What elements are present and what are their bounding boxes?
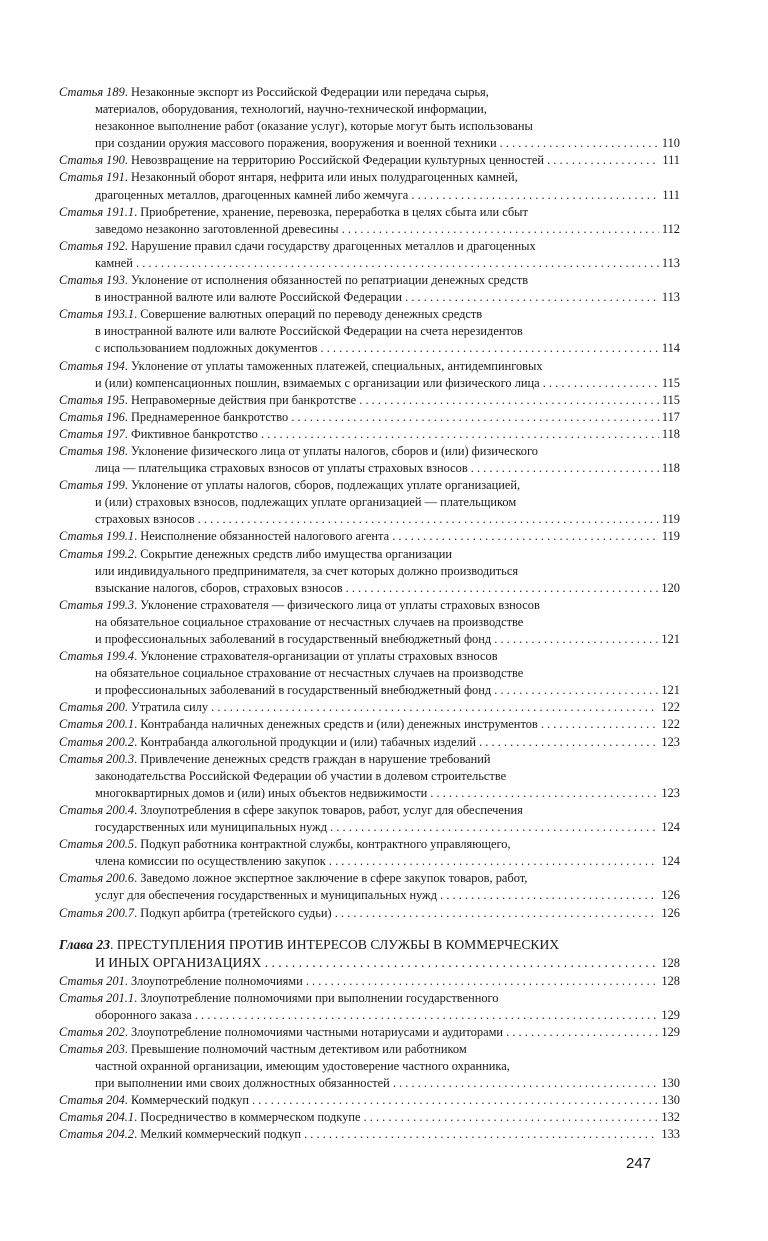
- table-of-contents: [59, 84, 680, 1144]
- entry-title-text: при выполнении ими своих должностных обязанностей . . .: [95, 1076, 680, 1090]
- article-label: Статья 196: [59, 409, 125, 424]
- entry-title-text: Злоупотребление полномочиями частными нотариусами и аудиторами . . .: [131, 1025, 680, 1039]
- toc-line: [59, 614, 680, 631]
- entry-title-text: и (или) компенсационных пошлин, взимаемых с организации или физического лица . . .: [95, 376, 680, 390]
- entry-title-text: Посредничество в коммерческом подкупе . . .: [140, 1110, 680, 1124]
- page-ref: 110: [659, 135, 680, 152]
- page-ref: 115: [659, 392, 680, 409]
- chapter-label: Глава 23: [59, 936, 111, 952]
- page-ref: 128: [658, 954, 680, 973]
- article-label: Статья 189: [59, 85, 125, 99]
- page-ref: 118: [659, 426, 680, 443]
- article-label: Статья 200.6: [59, 871, 135, 886]
- toc-entry[interactable]: [59, 973, 680, 990]
- entry-title-text: незаконное выполнение работ (оказание услуг), которые могут быть использованы: [95, 119, 533, 134]
- entry-title-text: Превышение полномочий частным детективом или работником: [130, 1041, 467, 1056]
- article-label: Статья 202: [59, 1024, 125, 1039]
- toc-line: [59, 1075, 680, 1092]
- toc-entry[interactable]: [59, 272, 680, 306]
- entry-title-text: Уклонение физического лица от уплаты налогов, сборов и (или) физического: [130, 443, 538, 458]
- toc-line: Статья 195. Неправомерные действия при банкротстве . . . 115: [59, 392, 680, 409]
- toc-entry[interactable]: [59, 1041, 680, 1092]
- toc-line: [59, 580, 680, 597]
- toc-line: Статья 200.3. Привлечение денежных средств граждан в нарушение требований: [59, 751, 491, 766]
- toc-entry[interactable]: [59, 716, 680, 733]
- article-label: Статья 191.1: [59, 204, 135, 219]
- toc-entry[interactable]: [59, 204, 680, 238]
- article-label: Статья 199: [59, 478, 125, 493]
- article-label: Статья 190: [59, 153, 125, 168]
- article-label: Статья 199.2: [59, 546, 135, 561]
- page-ref: 120: [658, 580, 680, 597]
- toc-line: Статья 204.1. Посредничество в коммерческом подкупе . . . 132: [59, 1109, 680, 1126]
- article-label: Статья 192: [59, 238, 125, 253]
- entry-title-text: Уклонение страхователя-организации от уплаты страховых взносов: [140, 649, 498, 664]
- entry-title-text: лица — плательщика страховых взносов от уплаты страховых взносов . . .: [95, 461, 680, 475]
- article-label: Статья 193: [59, 273, 125, 288]
- toc-line: Статья 194. Уклонение от уплаты таможенных платежей, специальных, антидемпинговых: [59, 358, 543, 373]
- toc-line: [59, 665, 680, 682]
- toc-entry[interactable]: [59, 392, 680, 409]
- toc-line: Статья 200.1. Контрабанда наличных денежных средств и (или) денежных инструментов . . . 122: [59, 716, 680, 733]
- toc-line: [59, 340, 680, 357]
- toc-line: Статья 200.5. Подкуп работника контрактной службы, контрактного управляющего,: [59, 837, 511, 852]
- entry-title-text: частной охранной организации, имеющим удостоверение частного охранника,: [95, 1059, 510, 1074]
- entry-title-text: Незаконные экспорт из Российской Федерации или передача сырья,: [130, 85, 489, 99]
- toc-line: Статья 199.2. Сокрытие денежных средств либо имущества организации: [59, 546, 452, 561]
- article-label: Статья 201.1: [59, 990, 135, 1005]
- toc-line: Статья 201. Злоупотребление полномочиями . . . 128: [59, 973, 680, 990]
- toc-line: [59, 101, 680, 118]
- page-ref: 123: [658, 785, 680, 802]
- entry-title-text: Заведомо ложное экспертное заключение в сфере закупок товаров, работ,: [140, 871, 528, 886]
- page-ref: 112: [659, 221, 680, 238]
- toc-line: Статья 193.1. Совершение валютных операций по переводу денежных средств: [59, 307, 483, 322]
- article-label: Статья 203: [59, 1041, 125, 1056]
- toc-line: [59, 511, 680, 528]
- page-ref: 114: [659, 340, 680, 357]
- toc-line: [59, 887, 680, 904]
- toc-line: Статья 200.7. Подкуп арбитра (третейского судьи) . . . 126: [59, 905, 680, 922]
- page-ref: 119: [659, 528, 680, 545]
- entry-title-text: заведомо незаконно заготовленной древесины . . .: [95, 222, 680, 236]
- page-ref: 122: [658, 716, 680, 733]
- toc-entry[interactable]: [59, 409, 680, 426]
- page-ref: 121: [658, 631, 680, 648]
- toc-line: Статья 190. Невозвращение на территорию Российской Федерации культурных ценностей . . . 111: [59, 152, 680, 169]
- toc-entry[interactable]: [59, 306, 680, 357]
- page-ref: 117: [659, 409, 680, 426]
- toc-line: [59, 375, 680, 392]
- page-ref: 113: [659, 289, 680, 306]
- article-label: Статья 204.1: [59, 1110, 135, 1125]
- entry-title-text: Уклонение от уплаты налогов, сборов, подлежащих уплате организацией,: [130, 478, 521, 493]
- article-label: Статья 198: [59, 443, 125, 458]
- entry-title-text: Подкуп работника контрактной службы, контрактного управляющего,: [140, 837, 511, 852]
- page-ref: 122: [658, 699, 680, 716]
- page-ref: 123: [658, 734, 680, 751]
- entry-title-text: Подкуп арбитра (третейского судьи) . . .: [140, 906, 680, 920]
- toc-line: Статья 192. Нарушение правил сдачи государству драгоценных металлов и драгоценных: [59, 238, 536, 253]
- toc-entry[interactable]: [59, 426, 680, 443]
- entry-title-text: материалов, оборудования, технологий, научно-технической информации,: [95, 102, 487, 117]
- page-ref: 115: [659, 375, 680, 392]
- toc-entry[interactable]: [59, 238, 680, 272]
- page-ref: 129: [658, 1024, 680, 1041]
- entry-title-text: услуг для обеспечения государственных и муниципальных нужд . . .: [95, 888, 680, 902]
- toc-entry[interactable]: [59, 836, 680, 870]
- toc-line: Статья 202. Злоупотребление полномочиями частными нотариусами и аудиторами . . . 129: [59, 1024, 680, 1041]
- page-ref: 121: [658, 682, 680, 699]
- page-number: 247: [626, 1155, 652, 1172]
- article-label: Статья 194: [59, 358, 125, 373]
- entry-title-text: Сокрытие денежных средств либо имущества организации: [140, 546, 452, 561]
- toc-line: Статья 200. Утратила силу . . . 122: [59, 699, 680, 716]
- entry-title-text: Преднамеренное банкротство . . .: [131, 410, 680, 424]
- page-ref: 126: [658, 887, 680, 904]
- toc-entry[interactable]: [59, 1126, 680, 1143]
- entry-title-text: Контрабанда наличных денежных средств и (или) денежных инструментов . . .: [140, 717, 680, 731]
- entry-title-text: Уклонение от исполнения обязанностей по репатриации денежных средств: [130, 273, 529, 288]
- toc-line: Глава 23. ПРЕСТУПЛЕНИЯ ПРОТИВ ИНТЕРЕСОВ СЛУЖБЫ В КОММЕРЧЕСКИХ: [59, 936, 560, 952]
- article-label: Статья 199.1: [59, 529, 135, 544]
- entry-title-text: и профессиональных заболеваний в государственный внебюджетный фонд . . .: [95, 683, 680, 697]
- page-ref: 118: [659, 460, 680, 477]
- toc-line: [59, 494, 680, 511]
- entry-title-text: Привлечение денежных средств граждан в нарушение требований: [140, 751, 491, 766]
- article-label: Статья 197: [59, 426, 125, 441]
- article-label: Статья 204: [59, 1093, 125, 1108]
- toc-line: [59, 1007, 680, 1024]
- page-ref: 132: [658, 1109, 680, 1126]
- article-label: Статья 191: [59, 170, 125, 185]
- toc-line: Статья 200.4. Злоупотребления в сфере закупок товаров, работ, услуг для обеспечения: [59, 802, 523, 817]
- toc-line: Статья 203. Превышение полномочий частным детективом или работником: [59, 1041, 467, 1056]
- toc-line: [59, 954, 680, 973]
- page-ref: 113: [659, 255, 680, 272]
- toc-entry[interactable]: [59, 751, 680, 802]
- toc-entry[interactable]: [59, 734, 680, 751]
- entry-title-text: Незаконный оборот янтаря, нефрита или иных полудрагоценных камней,: [130, 170, 518, 185]
- toc-line: [59, 682, 680, 699]
- page-ref: 119: [659, 511, 680, 528]
- entry-title-text: члена комиссии по осуществлению закупок . . .: [95, 854, 680, 868]
- entry-title-text: Фиктивное банкротство . . .: [131, 427, 680, 441]
- toc-line: Статья 199. Уклонение от уплаты налогов, сборов, подлежащих уплате организацией,: [59, 478, 521, 493]
- toc-entry[interactable]: [59, 990, 680, 1024]
- page-ref: 130: [658, 1092, 680, 1109]
- entry-title-text: драгоценных металлов, драгоценных камней либо жемчуга . . .: [95, 188, 680, 202]
- entry-title-text: и (или) страховых взносов, подлежащих уплате организацией — плательщиком: [95, 495, 517, 510]
- article-label: Статья 200.1: [59, 717, 135, 732]
- toc-line: [59, 853, 680, 870]
- toc-line: [59, 785, 680, 802]
- page-ref: 111: [659, 187, 680, 204]
- entry-title-text: при создании оружия массового поражения, вооружения и военной техники . . .: [95, 136, 680, 150]
- page-ref: 129: [658, 1007, 680, 1024]
- entry-title-text: Злоупотребление полномочиями . . .: [131, 974, 680, 988]
- article-label: Статья 204.2: [59, 1127, 135, 1142]
- toc-line: [59, 255, 680, 272]
- entry-title-text: Неправомерные действия при банкротстве . . .: [131, 393, 680, 407]
- entry-title-text: камней . . .: [95, 256, 680, 270]
- entry-title-text: законодательства Российской Федерации об участии в долевом строительстве: [95, 768, 507, 783]
- entry-title-text: Утратила силу . . .: [131, 700, 680, 714]
- toc-line: Статья 197. Фиктивное банкротство . . . 118: [59, 426, 680, 443]
- page-ref: 133: [658, 1126, 680, 1143]
- toc-entry[interactable]: [59, 84, 680, 152]
- toc-line: [59, 768, 680, 785]
- article-label: Статья 200.3: [59, 751, 135, 766]
- toc-line: [59, 323, 680, 340]
- entry-title-text: Неисполнение обязанностей налогового агента . . .: [140, 529, 680, 543]
- toc-line: [59, 819, 680, 836]
- toc-line: Статья 191.1. Приобретение, хранение, перевозка, переработка в целях сбыта или сбыт: [59, 204, 528, 219]
- entry-title-text: Мелкий коммерческий подкуп . . .: [140, 1127, 680, 1141]
- article-label: Статья 200.7: [59, 905, 135, 920]
- toc-entry[interactable]: [59, 1109, 680, 1126]
- article-label: Статья 199.4: [59, 649, 135, 664]
- toc-line: Статья 200.2. Контрабанда алкогольной продукции и (или) табачных изделий . . . 123: [59, 734, 680, 751]
- entry-title-text: с использованием подложных документов . . .: [95, 341, 680, 355]
- toc-entry[interactable]: [59, 1024, 680, 1041]
- entry-title-text: взыскание налогов, сборов, страховых взносов . . .: [95, 581, 680, 595]
- article-label: Статья 199.3: [59, 597, 135, 612]
- toc-line: Статья 193. Уклонение от исполнения обязанностей по репатриации денежных средств: [59, 273, 529, 288]
- toc-entry[interactable]: [59, 597, 680, 648]
- toc-line: Статья 204.2. Мелкий коммерческий подкуп . . . 133: [59, 1126, 680, 1143]
- toc-line: Статья 191. Незаконный оборот янтаря, нефрита или иных полудрагоценных камней,: [59, 170, 518, 185]
- entry-title-text: Злоупотребления в сфере закупок товаров, работ, услуг для обеспечения: [140, 802, 523, 817]
- toc-entry[interactable]: [59, 477, 680, 528]
- toc-entry[interactable]: [59, 152, 680, 169]
- entry-title-text: страховых взносов . . .: [95, 512, 680, 526]
- entry-title-text: Уклонение страхователя — физического лица от уплаты страховых взносов: [140, 597, 540, 612]
- entry-title-text: на обязательное социальное страхование от несчастных случаев на производстве: [95, 666, 524, 681]
- toc-line: Статья 204. Коммерческий подкуп . . . 130: [59, 1092, 680, 1109]
- article-label: Статья 193.1: [59, 307, 135, 322]
- entry-title-text: Нарушение правил сдачи государству драгоценных металлов и драгоценных: [130, 238, 536, 253]
- toc-line: [59, 187, 680, 204]
- toc-entry[interactable]: [59, 905, 680, 922]
- entry-title-text: оборонного заказа . . .: [95, 1008, 680, 1022]
- page-ref: 124: [658, 819, 680, 836]
- entry-title-text: на обязательное социальное страхование от несчастных случаев на производстве: [95, 614, 524, 629]
- toc-line: Статья 199.3. Уклонение страхователя — физического лица от уплаты страховых взносов: [59, 597, 540, 612]
- page-ref: 126: [658, 905, 680, 922]
- page-ref: 130: [658, 1075, 680, 1092]
- entry-title-text: Коммерческий подкуп . . .: [131, 1093, 680, 1107]
- article-label: Статья 201: [59, 973, 125, 988]
- page-ref: 128: [658, 973, 680, 990]
- toc-line: [59, 631, 680, 648]
- toc-line: Статья 199.4. Уклонение страхователя-организации от уплаты страховых взносов: [59, 649, 498, 664]
- entry-title-text: многоквартирных домов и (или) иных объектов недвижимости . . .: [95, 786, 680, 800]
- toc-line: Статья 189. Незаконные экспорт из Российской Федерации или передача сырья,: [59, 85, 489, 99]
- toc-line: Статья 199.1. Неисполнение обязанностей налогового агента . . . 119: [59, 528, 680, 545]
- entry-title-text: Контрабанда алкогольной продукции и (или) табачных изделий . . .: [140, 735, 680, 749]
- toc-line: [59, 460, 680, 477]
- entry-title-text: Уклонение от уплаты таможенных платежей, специальных, антидемпинговых: [130, 358, 543, 373]
- article-label: Статья 200.5: [59, 837, 135, 852]
- toc-entry[interactable]: [59, 1092, 680, 1109]
- toc-line: [59, 221, 680, 238]
- entry-title-text: ПРЕСТУПЛЕНИЯ ПРОТИВ ИНТЕРЕСОВ СЛУЖБЫ В КОММЕРЧЕСКИХ: [116, 936, 560, 952]
- entry-title-text: или индивидуального предпринимателя, за счет которых должно производиться: [95, 563, 519, 578]
- toc-entry[interactable]: [59, 802, 680, 836]
- toc-entry[interactable]: [59, 528, 680, 545]
- toc-entry[interactable]: [59, 443, 680, 477]
- toc-line: Статья 200.6. Заведомо ложное экспертное заключение в сфере закупок товаров, работ,: [59, 871, 528, 886]
- page-ref: 111: [659, 152, 680, 169]
- toc-line: Статья 201.1. Злоупотребление полномочиями при выполнении государственного: [59, 990, 499, 1005]
- article-label: Статья 200: [59, 700, 125, 715]
- page-ref: 124: [658, 853, 680, 870]
- article-label: Статья 195: [59, 392, 125, 407]
- entry-title-text: в иностранной валюте или валюте Российской Федерации . . .: [95, 290, 680, 304]
- toc-line: [59, 563, 680, 580]
- entry-title-text: Злоупотребление полномочиями при выполнении государственного: [140, 990, 499, 1005]
- toc-entry[interactable]: [59, 870, 680, 904]
- entry-title-text: Невозвращение на территорию Российской Федерации культурных ценностей . . .: [131, 153, 680, 167]
- entry-title-text: Приобретение, хранение, перевозка, переработка в целях сбыта или сбыт: [140, 204, 528, 219]
- toc-chapter[interactable]: [59, 936, 680, 973]
- toc-entry[interactable]: [59, 699, 680, 716]
- toc-line: Статья 198. Уклонение физического лица от уплаты налогов, сборов и (или) физического: [59, 443, 538, 458]
- toc-line: [59, 118, 680, 135]
- article-label: Статья 200.4: [59, 802, 135, 817]
- toc-line: [59, 289, 680, 306]
- toc-entry[interactable]: [59, 648, 680, 699]
- toc-line: [59, 135, 680, 152]
- entry-title-text: Совершение валютных операций по переводу денежных средств: [140, 307, 483, 322]
- toc-line: Статья 196. Преднамеренное банкротство . . . 117: [59, 409, 680, 426]
- article-label: Статья 200.2: [59, 734, 135, 749]
- entry-title-text: государственных или муниципальных нужд . . .: [95, 820, 680, 834]
- toc-entry[interactable]: [59, 169, 680, 203]
- entry-title-text: в иностранной валюте или валюте Российской Федерации на счета нерезидентов: [95, 324, 523, 339]
- entry-title-text: И ИНЫХ ОРГАНИЗАЦИЯХ . . .: [95, 955, 680, 970]
- toc-line: [59, 1058, 680, 1075]
- toc-entry[interactable]: [59, 358, 680, 392]
- toc-entry[interactable]: [59, 546, 680, 597]
- entry-title-text: и профессиональных заболеваний в государственный внебюджетный фонд . . .: [95, 632, 680, 646]
